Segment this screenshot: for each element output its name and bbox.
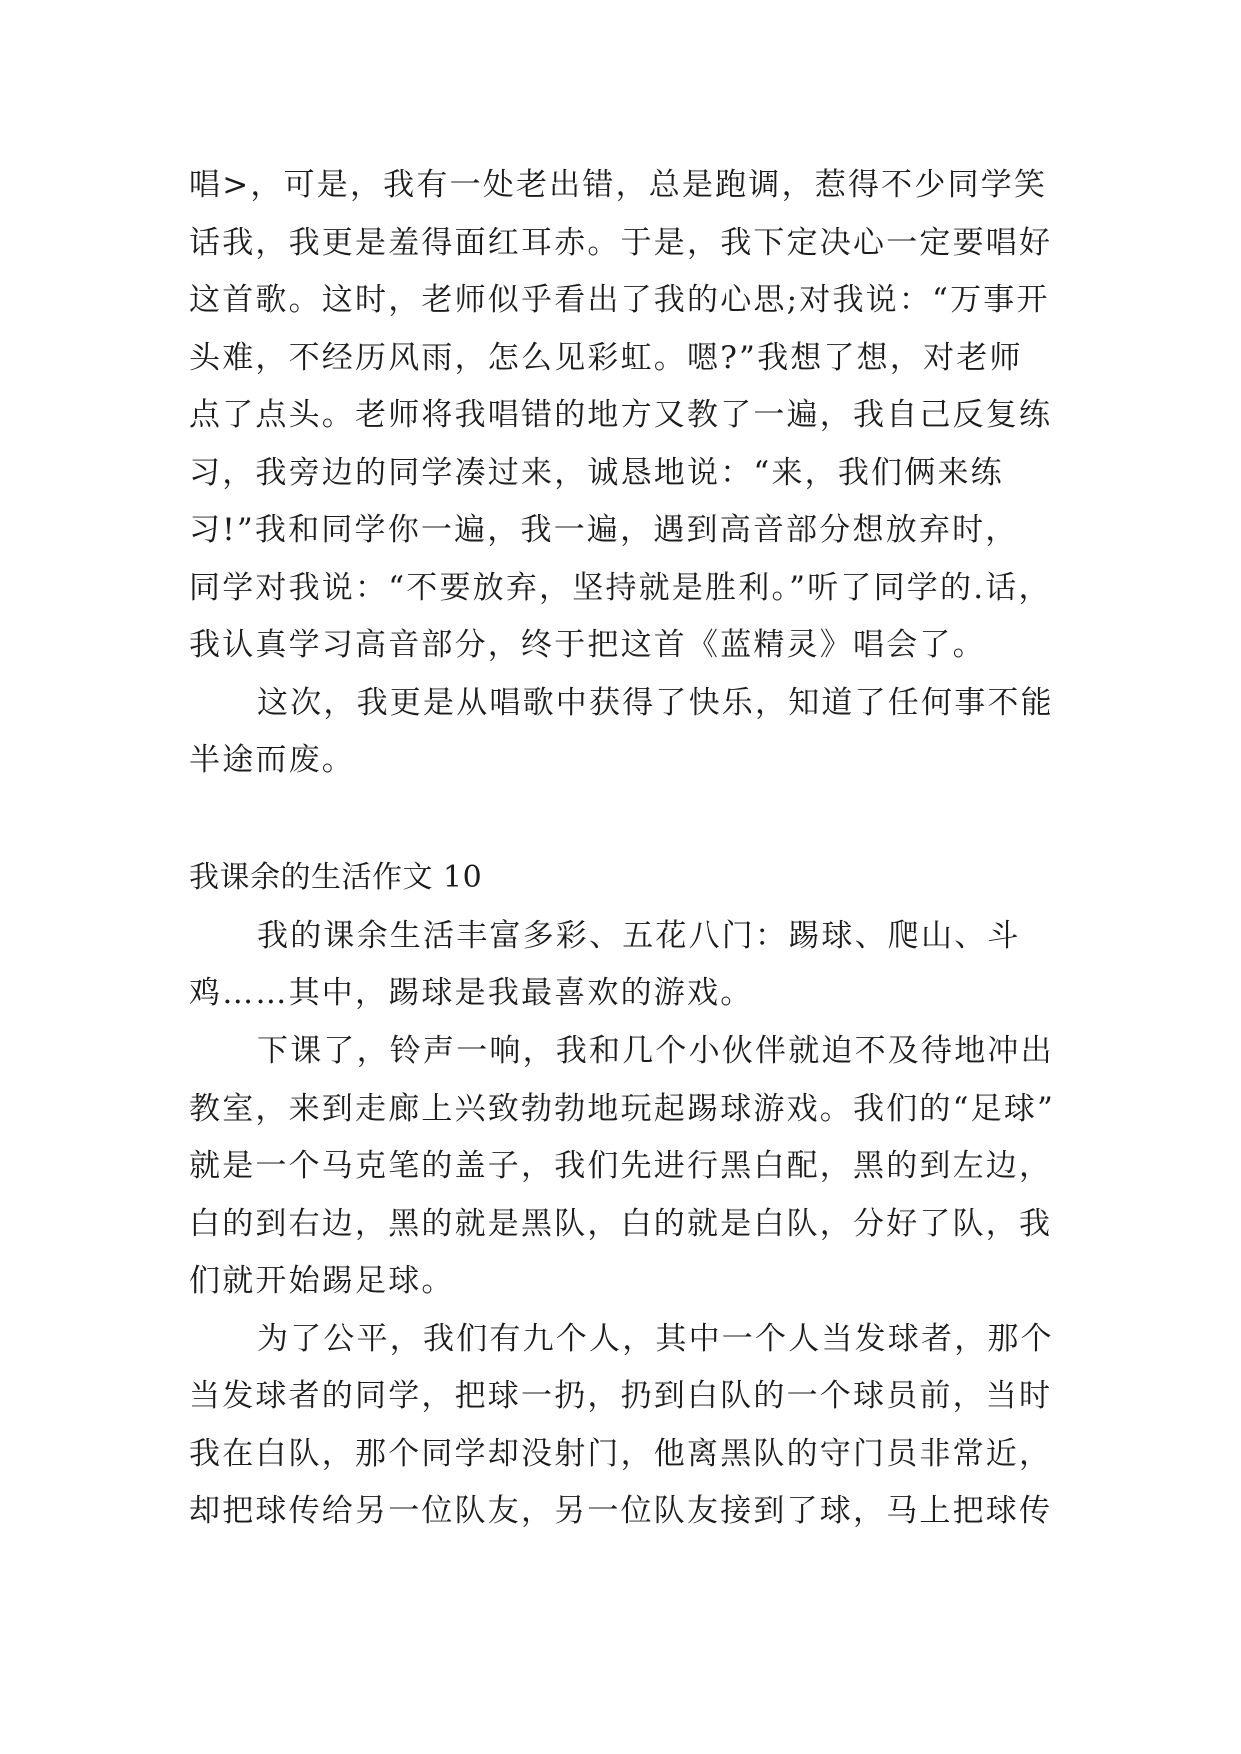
text-line: 白的到右边，黑的就是黑队，白的就是白队，分好了队，我 <box>189 1206 1053 1242</box>
text-line: 却把球传给另一位队友，另一位队友接到了球，马上把球传 <box>189 1493 1053 1529</box>
text-line: 为了公平，我们有九个人，其中一个人当发球者，那个 <box>257 1321 1054 1357</box>
text-line: 当发球者的同学，把球一扔，扔到白队的一个球员前，当时 <box>189 1378 1053 1414</box>
text-line: 我认真学习高音部分，终于把这首《蓝精灵》唱会了。 <box>189 627 986 663</box>
text-line: 习，我旁边的同学凑过来，诚恳地说：“来，我们俩来练 <box>189 455 1004 491</box>
text-line: 我的课余生活丰富多彩、五花八门：踢球、爬山、斗 <box>257 918 1021 954</box>
text-line: 点了点头。老师将我唱错的地方又教了一遍，我自己反复练 <box>189 397 1053 433</box>
text-line: 我在白队，那个同学却没射门，他离黑队的守门员非常近， <box>189 1436 1053 1472</box>
text-line: 这次，我更是从唱歌中获得了快乐，知道了任何事不能 <box>257 685 1054 721</box>
text-line: 话我，我更是羞得面红耳赤。于是，我下定决心一定要唱好 <box>189 225 1053 261</box>
text-line: 就是一个马克笔的盖子，我们先进行黑白配，黑的到左边， <box>189 1148 1053 1184</box>
text-line: 半途而废。 <box>189 742 355 778</box>
text-line: 下课了，铃声一响，我和几个小伙伴就迫不及待地冲出 <box>257 1033 1054 1069</box>
text-line: 教室，来到走廊上兴致勃勃地玩起踢球游戏。我们的“足球” <box>189 1091 1056 1127</box>
text-line: 这首歌。这时，老师似乎看出了我的心思;对我说：“万事开 <box>189 282 1050 318</box>
text-line: 们就开始踢足球。 <box>189 1263 455 1299</box>
text-line: 唱>，可是，我有一处老出错，总是跑调，惹得不少同学笑 <box>189 167 1048 203</box>
text-line: 习!”我和同学你一遍，我一遍，遇到高音部分想放弃时， <box>189 512 1019 548</box>
text-line: 鸡……其中，踢球是我最喜欢的游戏。 <box>189 975 754 1011</box>
section-title: 我课余的生活作文 10 <box>189 860 483 895</box>
text-line: 头难，不经历风雨，怎么见彩虹。嗯?”我想了想，对老师 <box>189 340 1023 376</box>
text-line: 同学对我说：“不要放弃，坚持就是胜利。”听了同学的.话， <box>189 570 1052 606</box>
